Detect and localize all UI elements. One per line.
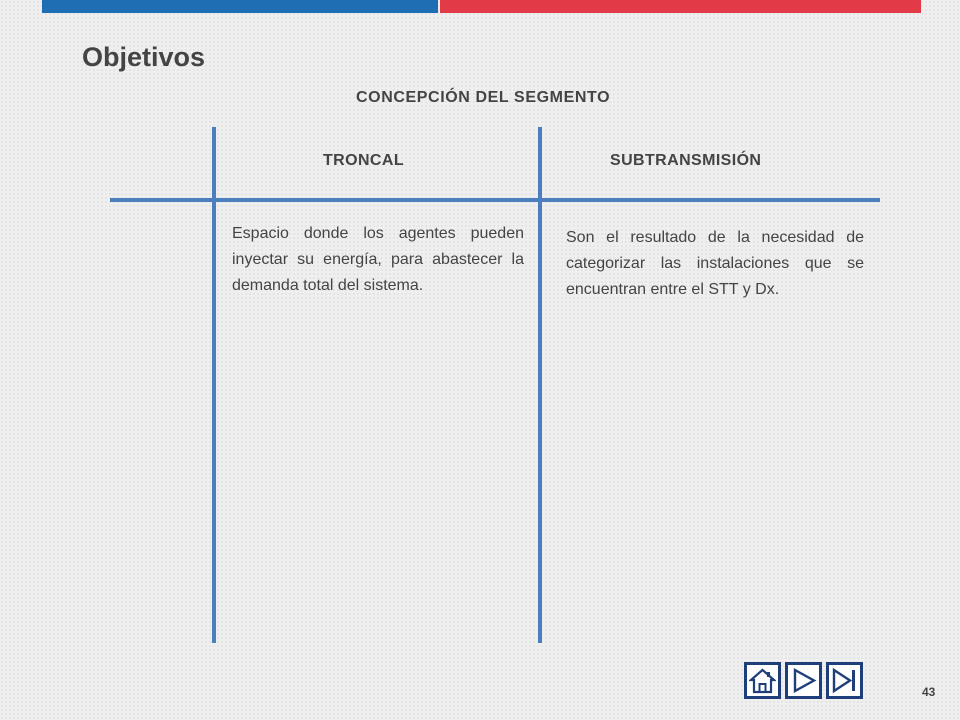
top-accent-bar-blue <box>42 0 438 13</box>
table-divider-right <box>538 127 542 643</box>
last-slide-button[interactable] <box>826 662 863 699</box>
column-text-troncal: Espacio donde los agentes pueden inyectar su energía, para abastecer la demanda total del sistema. <box>232 225 524 294</box>
page-number: 43 <box>922 685 936 699</box>
next-slide-icon <box>790 667 817 694</box>
table-header-rule <box>110 198 880 202</box>
home-button[interactable] <box>744 662 781 699</box>
page-title: Objetivos <box>82 42 206 72</box>
slide-navigation <box>744 662 863 699</box>
table-divider-left <box>212 127 216 643</box>
column-text-subtransmision: Son el resultado de la necesidad de categorizar las instalaciones que se encuentran entre el STT y Dx. <box>566 229 864 298</box>
home-icon <box>749 667 776 694</box>
column-heading-subtransmision: SUBTRANSMISIÓN <box>610 152 762 169</box>
top-accent-bar-red <box>440 0 921 13</box>
next-slide-button[interactable] <box>785 662 822 699</box>
last-slide-icon <box>831 667 858 694</box>
column-heading-troncal: TRONCAL <box>323 152 405 169</box>
section-subtitle: CONCEPCIÓN DEL SEGMENTO <box>356 89 611 106</box>
